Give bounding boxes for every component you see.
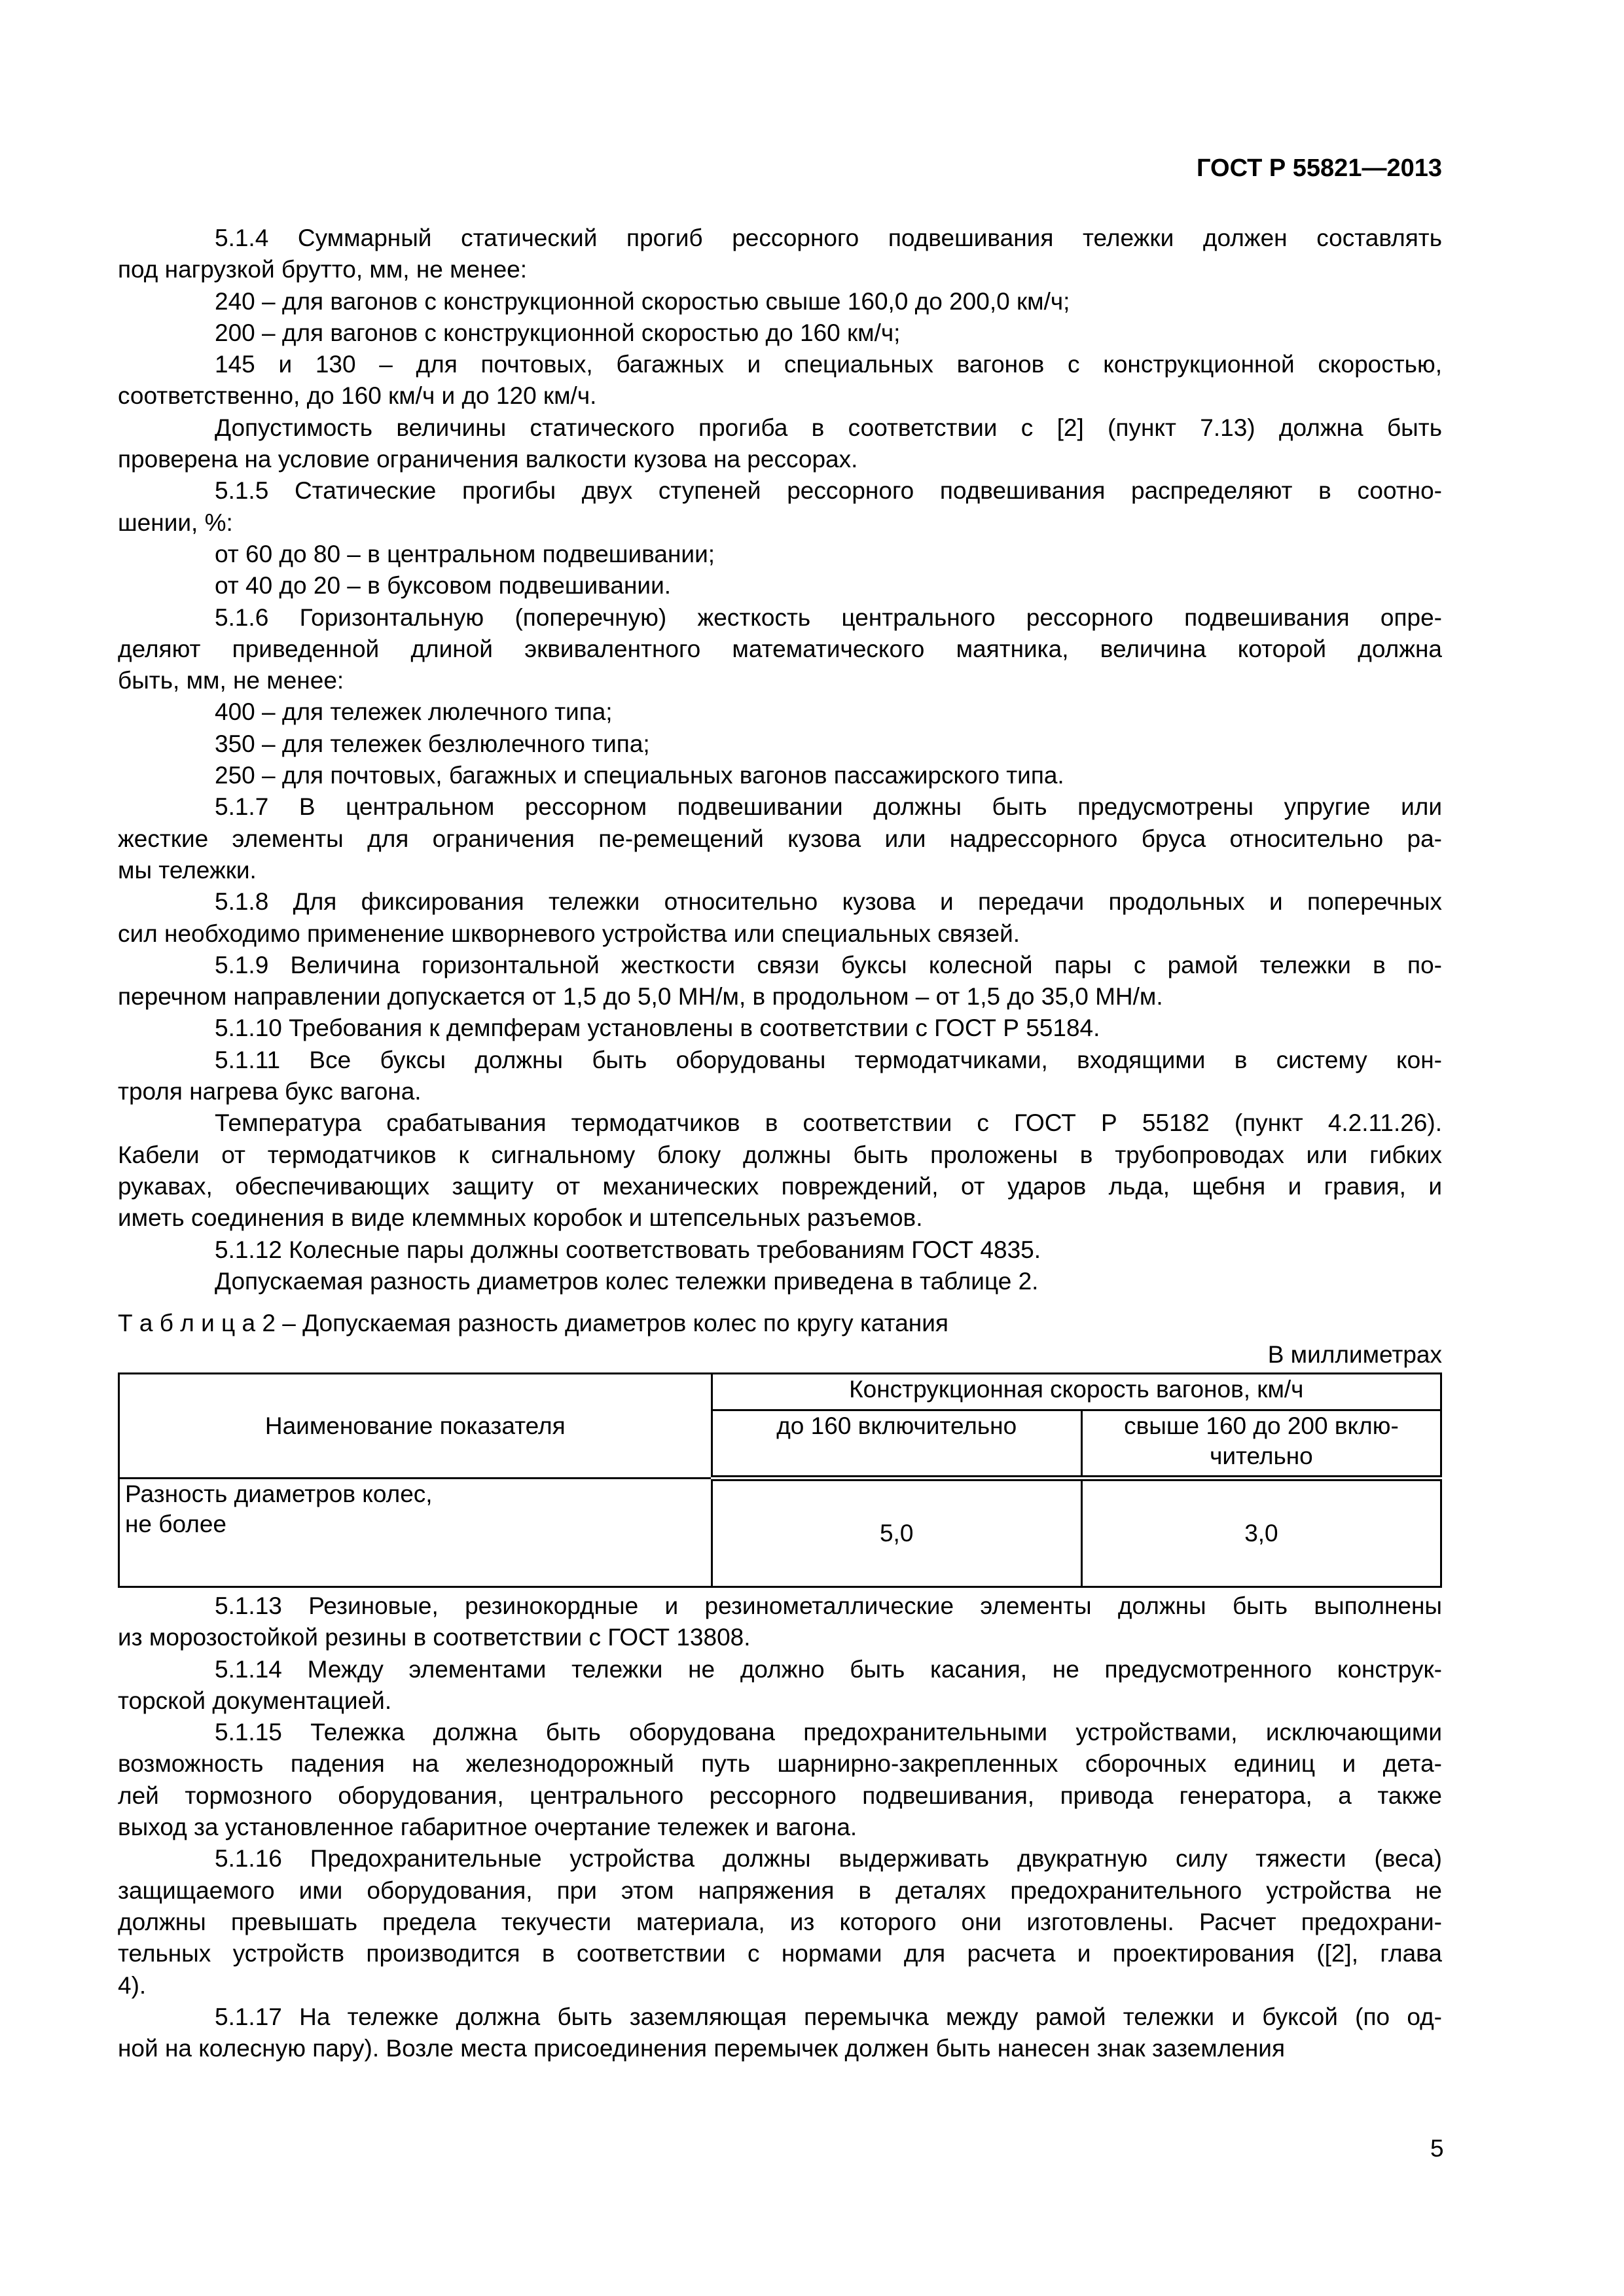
paragraph-line: выход за установленное габаритное очертание тележек и вагона. (118, 1814, 857, 1841)
header-label: Конструкционная скорость вагонов, км/ч (849, 1376, 1304, 1403)
paragraph-line: деляют приведенной длиной эквивалентного математического маятника, величина которой должна (118, 635, 1442, 662)
paragraph-line: рукавах, обеспечивающих защиту от механических повреждений, от ударов льда, щебня и гравия, и (118, 1172, 1442, 1200)
paragraph-line: 145 и 130 – для почтовых, багажных и специальных вагонов с конструкционной скоростью, (215, 351, 1442, 378)
paragraph-line: от 60 до 80 – в центральном подвешивании; (215, 540, 715, 567)
paragraph-line: 5.1.7 В центральном рессорном подвешивании должны быть предусмотрены упругие или (215, 793, 1442, 821)
header-cell-sub2 (1081, 1410, 1441, 1479)
paragraph-line: Допускаемая разность диаметров колес тележки приведена в таблице 2. (215, 1267, 1039, 1295)
paragraph-line: мы тележки. (118, 856, 257, 884)
paragraph-line: 400 – для тележек люлечного типа; (215, 698, 613, 726)
paragraph-line: возможность падения на железнодорожный путь шарнирно-закрепленных сборочных единиц и дета- (118, 1750, 1442, 1778)
paragraph-line: тельных устройств производится в соответствии с нормами для расчета и проектирования ([2], глава (118, 1940, 1442, 1967)
value-cell-1 (712, 1479, 1081, 1587)
wheel-diameter-table (118, 1372, 1442, 1588)
paragraph-line: 240 – для вагонов с конструкционной скоростью свыше 160,0 до 200,0 км/ч; (215, 287, 1070, 315)
paragraph-line: из морозостойкой резины в соответствии с ГОСТ 13808. (118, 1624, 751, 1651)
paragraph-line: 5.1.6 Горизонтальную (поперечную) жесткость центрального рессорного подвешивания опре- (215, 603, 1442, 631)
paragraph-line: соответственно, до 160 км/ч и до 120 км/ч. (118, 382, 597, 410)
paragraph-line: сил необходимо применение шкворневого устройства или специальных связей. (118, 920, 1020, 947)
paragraph-line: 5.1.9 Величина горизонтальной жесткости связи буксы колесной пары с рамой тележки в по- (215, 951, 1442, 978)
paragraph-line: 5.1.5 Статические прогибы двух ступеней рессорного подвешивания распределяют в соотно- (215, 477, 1442, 505)
paragraph-line: должны превышать предела текучести материала, из которого они изготовлены. Расчет предохрани- (118, 1908, 1442, 1935)
paragraph-line: Температура срабатывания термодатчиков в соответствии с ГОСТ Р 55182 (пункт 4.2.11.26). (215, 1109, 1442, 1137)
paragraph-line: 4). (118, 1971, 147, 1999)
cell-text: 5,0 (879, 1520, 914, 1547)
paragraph-line: 5.1.4 Суммарный статический прогиб рессорного подвешивания тележки должен составлять (215, 224, 1442, 251)
paragraph-line: 5.1.8 Для фиксирования тележки относительно кузова и передачи продольных и поперечных (215, 888, 1442, 916)
header-label: свыше 160 до 200 вклю- (1124, 1412, 1399, 1439)
row-name-cell (119, 1479, 712, 1587)
paragraph-line: шении, %: (118, 509, 233, 536)
text-block-bottom (118, 1590, 1442, 2064)
paragraph-line: 5.1.13 Резиновые, резинокордные и резинометаллические элементы должны быть выполнены (215, 1592, 1442, 1619)
paragraph-line: 350 – для тележек безлюлечного типа; (215, 730, 650, 757)
paragraph-line: 5.1.12 Колесные пары должны соответствовать требованиям ГОСТ 4835. (215, 1236, 1041, 1263)
header-cell-speed (712, 1374, 1441, 1410)
cell-text: не более (125, 1511, 226, 1537)
paragraph-line: 250 – для почтовых, багажных и специальных вагонов пассажирского типа. (215, 762, 1064, 789)
paragraph-line: 5.1.14 Между элементами тележки не должно быть касания, не предусмотренного конструк- (215, 1655, 1442, 1683)
paragraph-line: жесткие элементы для ограничения пе-ремещений кузова или надрессорного бруса относительно ра- (118, 825, 1442, 852)
paragraph-line: перечном направлении допускается от 1,5 до 5,0 МН/м, в продольном – от 1,5 до 35,0 МН/м. (118, 983, 1163, 1011)
paragraph-line: проверена на условие ограничения валкости кузова на рессорах. (118, 446, 858, 473)
paragraph-line: под нагрузкой брутто, мм, не менее: (118, 256, 528, 283)
header-cell-sub1 (712, 1410, 1081, 1479)
header-label: чительно (1210, 1443, 1313, 1469)
paragraph-line: торской документацией. (118, 1687, 392, 1714)
paragraph-line: лей тормозного оборудования, центрального рессорного подвешивания, привода генератора, а также (118, 1782, 1442, 1809)
paragraph-line: 5.1.16 Предохранительные устройства должны выдерживать двукратную силу тяжести (веса) (215, 1845, 1442, 1873)
cell-text: Разность диаметров колес, (125, 1480, 433, 1507)
document-id-header: ГОСТ Р 55821—2013 (1197, 154, 1442, 182)
header-cell-name (119, 1374, 712, 1479)
header-label: до 160 включительно (776, 1412, 1017, 1439)
paragraph-line: 5.1.17 На тележке должна быть заземляющая перемычка между рамой тележки и буксой (по од- (215, 2003, 1442, 2030)
cell-text: 3,0 (1244, 1520, 1278, 1547)
paragraph-line: 200 – для вагонов с конструкционной скоростью до 160 км/ч; (215, 319, 901, 346)
paragraph-line: быть, мм, не менее: (118, 667, 344, 694)
table-title: Т а б л и ц а 2 – Допускаемая разность диаметров колес по кругу катания (118, 1310, 948, 1336)
table-units: В миллиметрах (1267, 1341, 1442, 1368)
text-block-top (118, 223, 1442, 1297)
paragraph-line: 5.1.11 Все буксы должны быть оборудованы термодатчиками, входящими в систему кон- (215, 1046, 1442, 1073)
paragraph-line: от 40 до 20 – в буксовом подвешивании. (215, 572, 672, 600)
paragraph-line: защищаемого ими оборудования, при этом напряжения в деталях предохранительного устройства не (118, 1876, 1442, 1904)
page-number: 5 (1430, 2135, 1444, 2162)
header-label: Наименование показателя (264, 1412, 566, 1439)
paragraph-line: Кабели от термодатчиков к сигнальному блоку должны быть проложены в трубопроводах или гибких (118, 1141, 1442, 1168)
value-cell-2 (1081, 1479, 1441, 1587)
paragraph-line: 5.1.15 Тележка должна быть оборудована предохранительными устройствами, исключающими (215, 1719, 1442, 1746)
paragraph-line: ной на колесную пару). Возле места присоединения перемычек должен быть нанесен знак заземления (118, 2035, 1286, 2062)
paragraph-line: Допустимость величины статического прогиба в соответствии с [2] (пункт 7.13) должна быть (215, 414, 1442, 441)
table-row (119, 1479, 1441, 1587)
paragraph-line: троля нагрева букс вагона. (118, 1078, 422, 1105)
paragraph-line: 5.1.10 Требования к демпферам установлены в соответствии с ГОСТ Р 55184. (215, 1014, 1100, 1042)
paragraph-line: иметь соединения в виде клеммных коробок и штепсельных разъемов. (118, 1204, 923, 1232)
